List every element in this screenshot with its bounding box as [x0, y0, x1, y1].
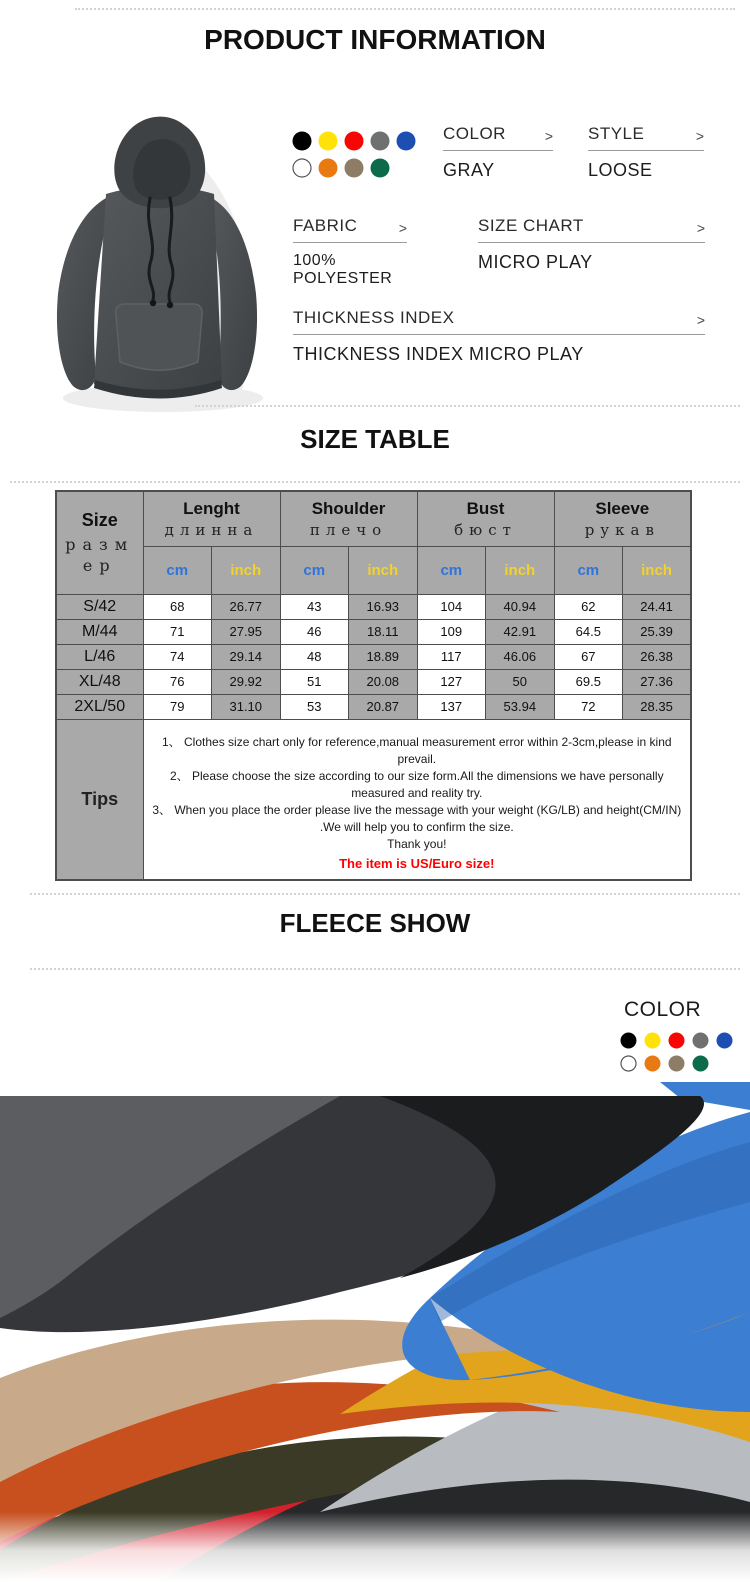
cell-length-inch: 31.10	[212, 694, 281, 719]
cell-bust-cm: 137	[417, 694, 486, 719]
fleece-color-label: COLOR	[624, 998, 702, 1021]
table-header-row	[56, 491, 691, 546]
spec-style	[588, 124, 704, 181]
row-size-label: M/44	[56, 619, 143, 644]
chevron-right-icon: >	[696, 312, 705, 328]
tip-line-1: 1、 Clothes size chart only for reference,manual measurement error within 2-3cm,please in kind prevail.	[162, 734, 672, 766]
header-shoulder-en: Shoulder	[311, 498, 386, 518]
divider-size-table-bottom	[10, 481, 740, 483]
swatch-green-icon	[692, 1055, 709, 1072]
chevron-right-icon: >	[696, 220, 705, 236]
cell-bust-cm: 117	[417, 644, 486, 669]
color-swatch-grid	[292, 131, 416, 185]
header-sleeve	[554, 491, 691, 546]
cell-sleeve-cm: 72	[554, 694, 623, 719]
row-size-label: 2XL/50	[56, 694, 143, 719]
cell-length-cm: 74	[143, 644, 212, 669]
fleece-stack-photo	[0, 1082, 750, 1582]
spec-color-value: GRAY	[443, 160, 495, 180]
spec-color	[443, 124, 553, 181]
spec-fabric	[293, 216, 407, 288]
spec-size-chart-value: MICRO PLAY	[478, 252, 593, 272]
header-length	[143, 491, 280, 546]
tip-line-thanks: Thank you!	[387, 836, 447, 851]
photo-top-margin	[0, 1082, 660, 1096]
chevron-right-icon: >	[695, 128, 704, 144]
row-size-label: S/42	[56, 594, 143, 619]
cell-bust-cm: 127	[417, 669, 486, 694]
header-shoulder	[280, 491, 417, 546]
unit-cm: cm	[417, 546, 486, 594]
header-bust	[417, 491, 554, 546]
cell-shoulder-cm: 48	[280, 644, 349, 669]
swatch-blue-icon	[396, 131, 416, 151]
swatch-taupe-icon	[344, 158, 364, 178]
table-row	[56, 644, 691, 669]
swatch-green-icon	[370, 158, 390, 178]
cell-sleeve-cm: 69.5	[554, 669, 623, 694]
header-sleeve-ru: рукав	[584, 520, 660, 539]
tip-line-3: 3、 When you place the order please live the message with your weight (KG/LB) and height(CM/IN) .We will help you to confirm the size.	[152, 802, 682, 834]
divider-top	[75, 8, 735, 10]
row-size-label: XL/48	[56, 669, 143, 694]
table-unit-row	[56, 546, 691, 594]
cell-shoulder-cm: 51	[280, 669, 349, 694]
row-size-label: L/46	[56, 644, 143, 669]
hoodie-string-tip	[167, 302, 173, 308]
header-bust-ru: бюст	[454, 520, 517, 539]
cell-length-cm: 71	[143, 619, 212, 644]
cell-length-cm: 68	[143, 594, 212, 619]
swatch-gray-icon	[692, 1032, 709, 1049]
swatch-yellow-icon	[644, 1032, 661, 1049]
tips-highlight: The item is US/Euro size!	[339, 855, 495, 871]
divider-fleece-bottom	[30, 968, 740, 970]
tips-row	[56, 719, 691, 880]
cell-shoulder-inch: 20.08	[349, 669, 418, 694]
hoodie-string-tip	[150, 300, 156, 306]
unit-inch: inch	[212, 546, 281, 594]
tip-line-2: 2、 Please choose the size according to our size form.All the dimensions we have personally measured and reality try.	[169, 768, 664, 800]
chevron-right-icon: >	[544, 128, 553, 144]
cell-sleeve-cm: 62	[554, 594, 623, 619]
cell-shoulder-inch: 18.89	[349, 644, 418, 669]
cell-bust-inch: 53.94	[486, 694, 555, 719]
cell-shoulder-inch: 20.87	[349, 694, 418, 719]
table-row	[56, 694, 691, 719]
header-bust-en: Bust	[466, 498, 505, 518]
fleece-show-heading: FLEECE SHOW	[279, 908, 471, 938]
spec-style-value: LOOSE	[588, 160, 653, 180]
spec-fabric-label: FABRIC	[293, 216, 358, 235]
unit-cm: cm	[280, 546, 349, 594]
cell-bust-cm: 109	[417, 619, 486, 644]
cell-sleeve-cm: 67	[554, 644, 623, 669]
swatch-blue-icon	[716, 1032, 733, 1049]
table-row	[56, 619, 691, 644]
header-size-ru: размер	[65, 534, 135, 575]
spec-size-chart-label: SIZE CHART	[478, 216, 584, 235]
cell-length-cm: 76	[143, 669, 212, 694]
spec-color-label: COLOR	[443, 124, 506, 143]
cell-length-inch: 26.77	[212, 594, 281, 619]
cell-shoulder-cm: 43	[280, 594, 349, 619]
chevron-right-icon: >	[398, 220, 407, 236]
cell-length-inch: 29.92	[212, 669, 281, 694]
swatch-orange-icon	[644, 1055, 661, 1072]
size-table-heading: SIZE TABLE	[300, 424, 450, 454]
swatch-red-icon	[668, 1032, 685, 1049]
unit-inch: inch	[349, 546, 418, 594]
product-photo-hoodie	[48, 92, 272, 420]
hoodie-pocket	[116, 304, 202, 370]
unit-cm: cm	[143, 546, 212, 594]
spec-style-label: STYLE	[588, 124, 645, 143]
divider-size-table-top	[195, 405, 740, 407]
page-title: PRODUCT INFORMATION	[204, 24, 546, 55]
tips-label: Tips	[56, 719, 143, 880]
swatch-black-icon	[620, 1032, 637, 1049]
unit-cm: cm	[554, 546, 623, 594]
divider-fleece-top	[30, 893, 740, 895]
cell-shoulder-cm: 46	[280, 619, 349, 644]
header-shoulder-ru: плечо	[309, 520, 388, 539]
spec-thickness-label: THICKNESS INDEX	[293, 308, 455, 327]
header-length-en: Lenght	[183, 498, 240, 518]
swatch-yellow-icon	[318, 131, 338, 151]
cell-length-inch: 29.14	[212, 644, 281, 669]
spec-thickness-index	[293, 308, 705, 365]
tips-content	[143, 719, 691, 880]
cell-sleeve-inch: 28.35	[623, 694, 692, 719]
table-row	[56, 594, 691, 619]
swatch-white-icon	[620, 1055, 637, 1072]
size-table	[55, 490, 692, 881]
cell-bust-inch: 46.06	[486, 644, 555, 669]
cell-bust-inch: 42.91	[486, 619, 555, 644]
swatch-red-icon	[344, 131, 364, 151]
cell-length-inch: 27.95	[212, 619, 281, 644]
spec-size-chart	[478, 216, 705, 273]
cell-sleeve-inch: 24.41	[623, 594, 692, 619]
cell-bust-cm: 104	[417, 594, 486, 619]
swatch-orange-icon	[318, 158, 338, 178]
swatch-gray-icon	[370, 131, 390, 151]
cell-length-cm: 79	[143, 694, 212, 719]
cell-shoulder-cm: 53	[280, 694, 349, 719]
swatch-black-icon	[292, 131, 312, 151]
table-row	[56, 669, 691, 694]
cell-bust-inch: 50	[486, 669, 555, 694]
spec-fabric-value: 100% POLYESTER	[293, 252, 393, 287]
header-size	[56, 491, 143, 594]
swatch-white-icon	[292, 158, 312, 178]
cell-bust-inch: 40.94	[486, 594, 555, 619]
fleece-color-legend	[620, 998, 746, 1078]
cell-shoulder-inch: 16.93	[349, 594, 418, 619]
cell-sleeve-inch: 26.38	[623, 644, 692, 669]
cell-sleeve-inch: 27.36	[623, 669, 692, 694]
unit-inch: inch	[486, 546, 555, 594]
header-size-en: Size	[81, 509, 118, 530]
cell-sleeve-inch: 25.39	[623, 619, 692, 644]
photo-bottom-fade	[0, 1512, 750, 1582]
header-length-ru: длинна	[164, 520, 259, 539]
header-sleeve-en: Sleeve	[595, 498, 650, 518]
unit-inch: inch	[623, 546, 692, 594]
cell-sleeve-cm: 64.5	[554, 619, 623, 644]
cell-shoulder-inch: 18.11	[349, 619, 418, 644]
swatch-taupe-icon	[668, 1055, 685, 1072]
spec-thickness-value: THICKNESS INDEX MICRO PLAY	[293, 344, 584, 364]
